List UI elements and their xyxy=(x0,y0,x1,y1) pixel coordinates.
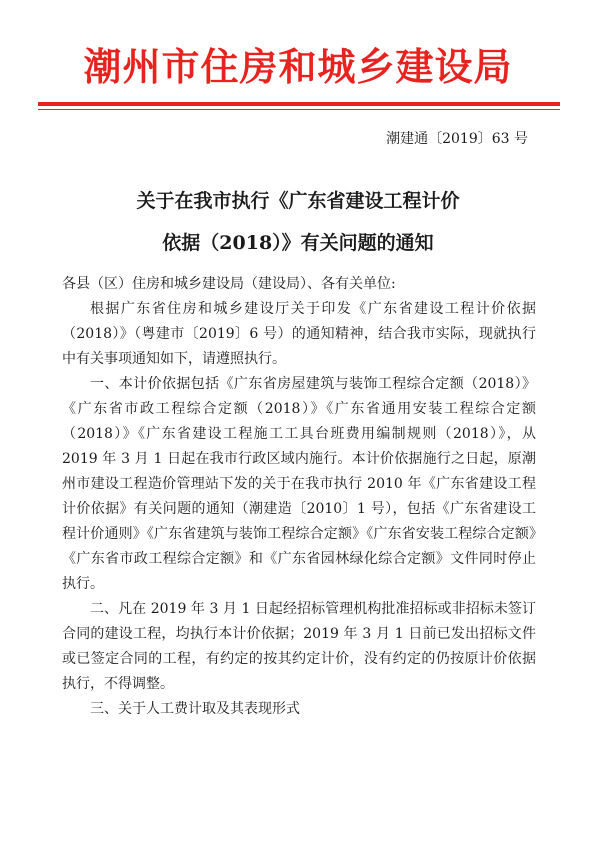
header-divider-thick xyxy=(38,102,560,106)
document-number: 潮建通〔2019〕63 号 xyxy=(386,131,528,147)
paragraph-item-3-heading: 三、关于人工费计取及其表现形式 xyxy=(90,701,300,717)
header-divider-thin xyxy=(38,109,560,110)
paragraph-basis: 根据广东省住房和城乡建设厅关于印发《广东省建设工程计价依据（2018）》（粤建市〔2019〕6 号）的通知精神，结合我市实际，现就执行中有关事项通知如下，请遵照执行。 xyxy=(62,301,536,367)
salutation: 各县（区）住房和城乡建设局（建设局）、各有关单位: xyxy=(62,276,396,292)
document-title-line-1: 关于在我市执行《广东省建设工程计价 xyxy=(136,190,460,212)
document-body xyxy=(62,272,536,722)
paragraph-item-2: 二、凡在 2019 年 3 月 1 日起经招标管理机构批准招标或非招标未签订合同的建设工程，均执行本计价依据；2019 年 3 月 1 日前已发出招标文件或已签定合同的工程，有约定的按其约定计价，没有约定的仍按原计价依据执行，不得调整。 xyxy=(62,601,536,692)
document-title xyxy=(0,180,596,264)
agency-header-title: 潮州市住房和城乡建设局 xyxy=(83,45,513,89)
paragraph-item-1: 一、本计价依据包括《广东省房屋建筑与装饰工程综合定额（2018）》《广东省市政工程综合定额（2018）》《广东省通用安装工程综合定额（2018）》《广东省建设工程施工工具台班费用编制规则（2018）》，从 2019 年 3 月 1 日起在我市行政区域内施行。本计价依据施行之日起，原潮州市建设工程造价管理站下发的关于在我市执行 2010 年《广东省建设工程计价依据》有关问题的通知（潮建造〔2010〕1 号），包括《广东省建设工程计价通则》《广东省建筑与装饰工程综合定额》《广东省安装工程综合定额》《广东省市政工程综合定额》和《广东省园林绿化综合定额》文件同时停止执行。 xyxy=(62,376,536,592)
document-title-line-2: 依据（2018）》有关问题的通知 xyxy=(162,232,434,254)
